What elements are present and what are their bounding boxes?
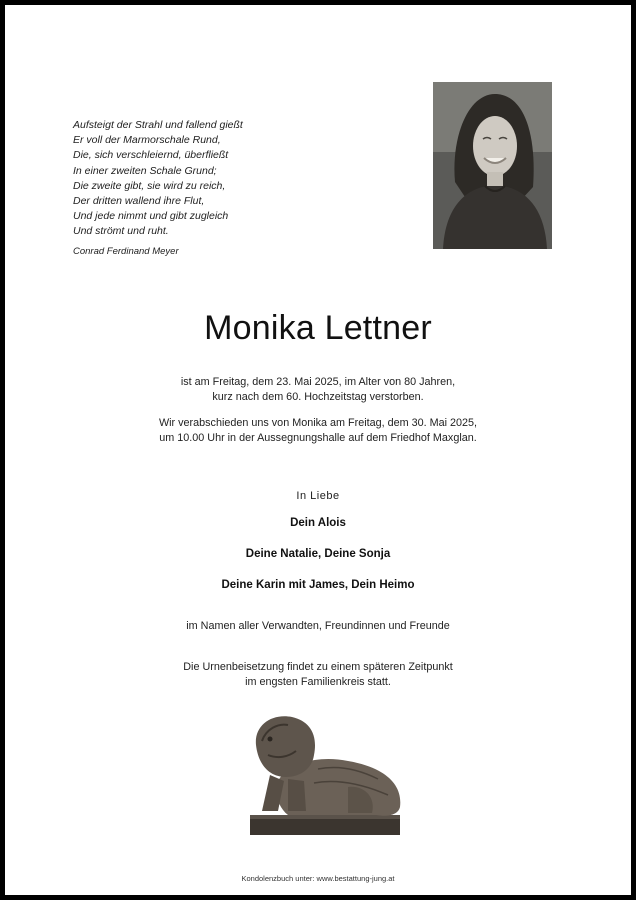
death-notice-line: ist am Freitag, dem 23. Mai 2025, im Alter von 80 Jahren, (180, 376, 456, 388)
death-notice-line: kurz nach dem 60. Hochzeitstag verstorben. (212, 391, 424, 403)
farewell-notice (5, 416, 631, 446)
portrait-illustration (433, 82, 552, 249)
farewell-line: Wir verabschieden uns von Monika am Freitag, dem 30. Mai 2025, (158, 417, 478, 429)
poem-line: In einer zweiten Schale Grund; (73, 164, 217, 177)
urn-burial-line: im engsten Familienkreis statt. (245, 676, 391, 688)
poem-line: Die zweite gibt, sie wird zu reich, (73, 179, 226, 192)
poem-line: Und strömt und ruht. (73, 225, 169, 238)
poem (73, 118, 243, 259)
mourner-line: Dein Alois (290, 517, 346, 529)
portrait-photo (433, 82, 552, 249)
relatives-line: im Namen aller Verwandten, Freundinnen und Freunde (186, 620, 450, 632)
mourner-line: Deine Natalie, Deine Sonja (245, 548, 391, 560)
poem-line: Und jede nimmt und gibt zugleich (73, 210, 229, 223)
lion-sculpture-icon (248, 711, 405, 837)
deceased-name: Monika Lettner (204, 309, 432, 347)
lion-sculpture-image (248, 711, 405, 837)
mourner-line: Deine Karin mit James, Dein Heimo (221, 579, 415, 591)
poem-line: Die, sich verschleiernd, überfließt (73, 149, 229, 162)
in-liebe-heading: In Liebe (296, 490, 340, 502)
poem-line: Er voll der Marmorschale Rund, (73, 134, 221, 147)
urn-burial-notice (5, 660, 631, 690)
farewell-line: um 10.00 Uhr in der Aussegnungshalle auf dem Friedhof Maxglan. (159, 432, 477, 444)
death-notice (5, 375, 631, 405)
poem-line: Der dritten wallend ihre Flut, (73, 195, 205, 208)
poem-author: Conrad Ferdinand Meyer (73, 245, 179, 257)
condolence-footer: Kondolenzbuch unter: www.bestattung-jung.at (241, 874, 395, 883)
poem-line: Aufsteigt der Strahl und fallend gießt (73, 119, 243, 131)
urn-burial-line: Die Urnenbeisetzung findet zu einem späteren Zeitpunkt (183, 661, 453, 673)
